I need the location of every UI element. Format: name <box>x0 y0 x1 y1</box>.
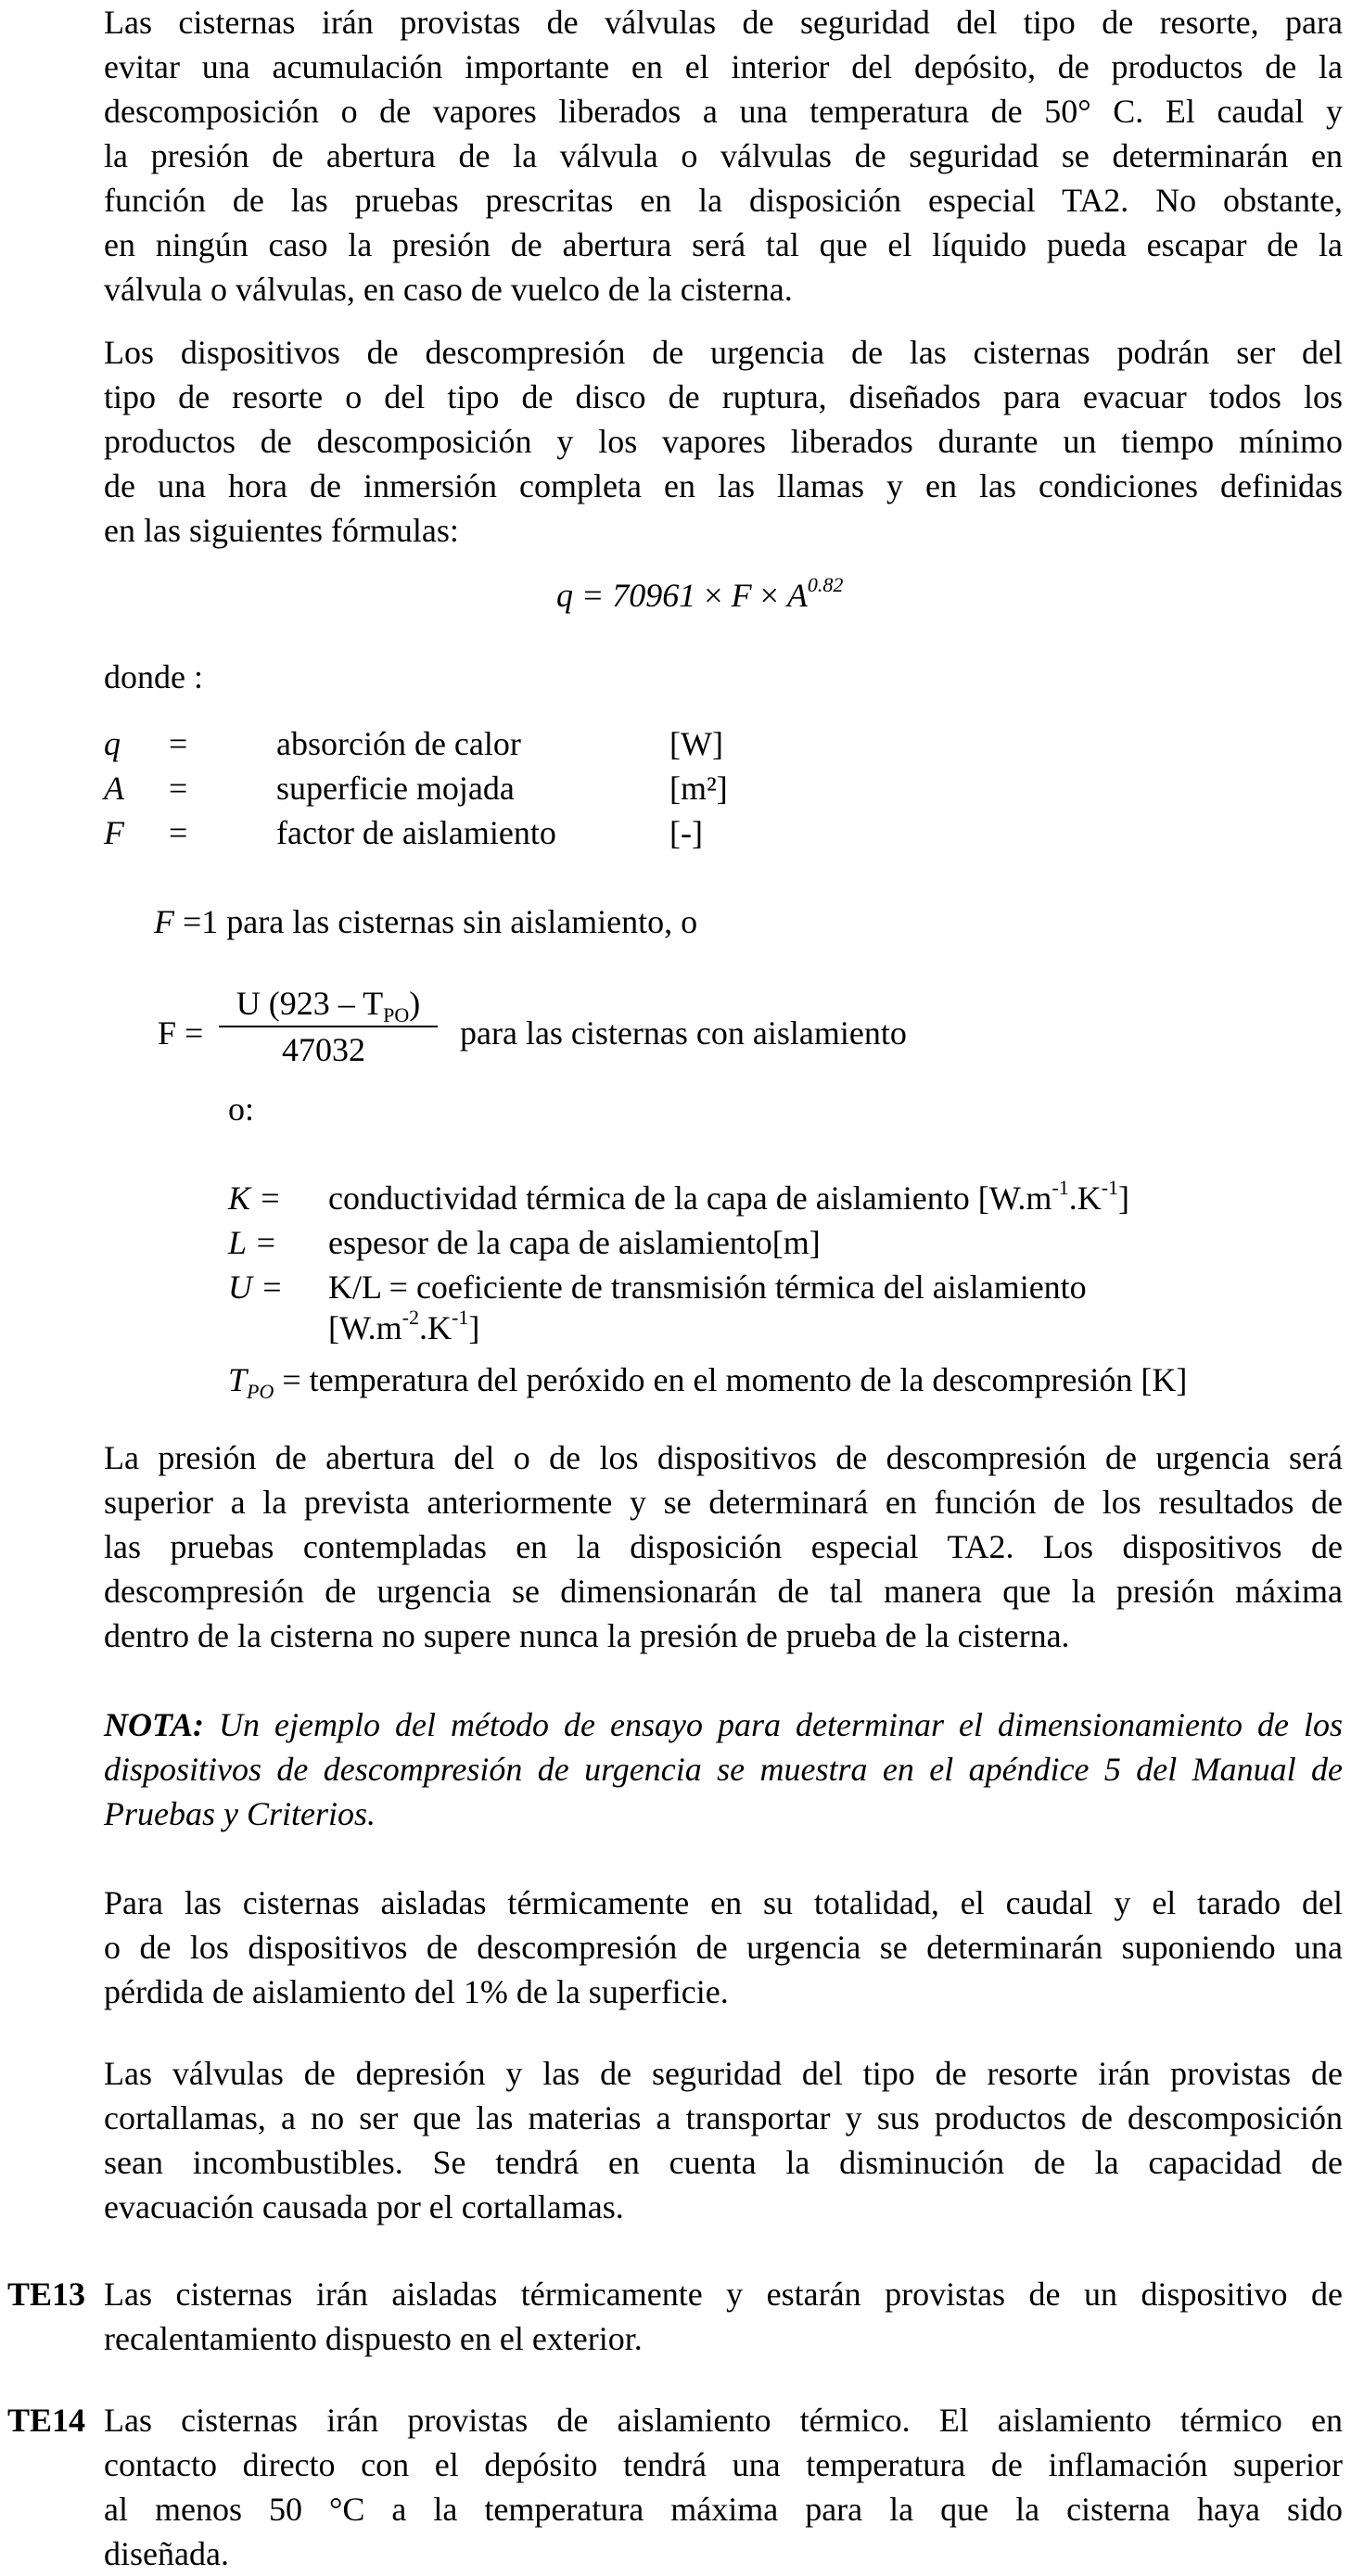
text-line: NOTA: Un ejemplo del método de ensayo para determinar el dimensionamiento de los <box>104 1706 1343 1743</box>
text-line: diseñada. <box>104 2535 229 2572</box>
text-line: Las cisternas irán aisladas térmicamente y estarán provistas de un dispositivo de <box>104 2276 1343 2313</box>
provision-label-te13: TE13 <box>7 2276 86 2313</box>
text-line: la presión de abertura de la válvula o válvulas de seguridad se determinarán en <box>104 137 1343 174</box>
text-line: descomposición o de vapores liberados a una temperatura de 50° C. El caudal y <box>104 93 1343 130</box>
donde-label: donde : <box>104 658 203 695</box>
text-line: Para las cisternas aisladas térmicamente en su totalidad, el caudal y el tarado del <box>104 1884 1343 1921</box>
text-line: dispositivos de descompresión de urgencia se muestra en el apéndice 5 del Manual de <box>104 1751 1343 1788</box>
insulation-factor-formula: F = U $(923 - T_{PO})$ 47032 para las cisternas con aislamiento <box>158 985 907 1068</box>
text-line: en ningún caso la presión de abertura será tal que el líquido pueda escapar de la <box>104 226 1343 263</box>
text-line: sean incombustibles. Se tendrá en cuenta la disminución de la capacidad de <box>104 2144 1343 2181</box>
paragraph-safety-valves <box>104 0 1343 312</box>
paragraph-emergency-relief <box>104 330 1343 553</box>
note-paragraph <box>104 1702 1343 1836</box>
text-line: cortallamas, a no ser que las materias a transportar y sus productos de descomposición <box>104 2099 1343 2136</box>
paragraph-fully-insulated <box>104 1881 1343 2014</box>
paragraph-flame-arresters <box>104 2051 1343 2229</box>
provision-te14-text <box>104 2398 1343 2576</box>
text-line: Los dispositivos de descompresión de urgencia de las cisternas podrán ser del <box>104 334 1343 371</box>
text-line: productos de descomposición y los vapores liberados durante un tiempo mínimo <box>104 423 1343 460</box>
text-line: o de los dispositivos de descompresión de urgencia se determinarán suponiendo una <box>104 1929 1343 1966</box>
text-line: Las cisternas irán provistas de válvulas de seguridad del tipo de resorte, para <box>104 4 1343 41</box>
text-line: superior a la prevista anteriormente y se determinará en función de los resultados de <box>104 1484 1343 1521</box>
text-line: La presión de abertura del o de los dispositivos de descompresión de urgencia será <box>104 1439 1343 1476</box>
text-line: válvula o válvulas, en caso de vuelco de la cisterna. <box>104 271 793 308</box>
note-label: NOTA: <box>104 1706 204 1743</box>
text-line: al menos 50 °C a la temperatura máxima para la que la cisterna haya sido <box>104 2491 1343 2528</box>
text-line: descompresión de urgencia se dimensionarán de tal manera que la presión máxima <box>104 1573 1343 1610</box>
text-line: evacuación causada por el cortallamas. <box>104 2188 624 2225</box>
text-line: recalentamiento dispuesto en el exterior. <box>104 2320 643 2357</box>
heat-absorption-formula: $q = 70961 \times F \times A^{0.82}$ <box>556 573 844 614</box>
o-label: o: <box>228 1090 255 1128</box>
text-line: dentro de la cisterna no supere nunca la presión de prueba de la cisterna. <box>104 1617 1070 1654</box>
text-line: Las cisternas irán provistas de aislamiento térmico. El aislamiento térmico en <box>104 2402 1343 2439</box>
document-page: Las cisternas irán provistas de válvulas de seguridad del tipo de resorte, para evitar una acumulación importante en el interior del depósito, de productos de la descomposición o de vapores liberados a una temperatura de 50° C. El caudal y la presión de abertura de la válvula o válvulas de seguridad se determinarán en función de las pruebas prescritas en la disposición especial TA2. No obstante, en ningún caso la presión de abertura será tal que el líquido pueda escapar de la válvula o válvulas, en caso de vuelco de la cisterna. Los dispositivos de descompresión de urgencia de las cisternas podrán ser del tipo de resorte o del tipo de disco de ruptura, diseñados para evacuar todos los productos de descomposición y los vapores liberados durante un tiempo mínimo de una hora de inmersión completa en las llamas y en las condiciones definidas en las siguientes fórmulas: $q = 70961 \times F \times A^{0.82}$ donde : q = absorción de calor [W] A = superficie mojada [m²] F = factor de aislamiento [-] F =1 para las cisternas sin aislamiento, o F = U $(923 - T_{PO})$ 47032 para las cisternas con aislamiento o: K = conductividad térmica de la capa de aislamiento $[W.m^{-1}.K^{-1}]$ L = espesor de la capa de aislamiento[m] U = K/L = coeficiente de transmisión térmica del aislamiento $[W.m^{-2}.K^{-1}]$ $T_{PO}$ = temperatura del peróxido en el momento de la descompresión [K] La presión de abertura del o de los dispositivos de descompresión de urgencia será superior a la prevista anteriormente y se determinará en función de los resultados de las pruebas contempladas en la disposición especial TA2. Los dispositivos de descompresión de urgencia se dimensionarán de tal manera que la presión máxima dentro de la cisterna no supere nunca la presión de prueba de la cisterna. NOTA: Un ejemplo del método de ensayo para determinar el dimensionamiento de los dispositivos de descompresión de urgencia se muestra en el apéndice 5 del Manual de Pruebas y Criterios. Para las cisternas aisladas térmicamente en su totalidad, el caudal y el tarado del o de los dispositivos de descompresión de urgencia se determinarán suponiendo una pérdida de aislamiento del 1% de la superficie. Las válvulas de depresión y las de seguridad del tipo de resorte irán provistas de cortallamas, a no ser que las materias a transportar y sus productos de descomposición sean incombustibles. Se tendrá en cuenta la disminución de la capacidad de evacuación causada por el cortallamas. TE13 Las cisternas irán aisladas térmicamente y estarán provistas de un dispositivo de recalentamiento dispuesto en el exterior. TE14 Las cisternas irán provistas de aislamiento térmico. El aislamiento térmico en contacto directo con el depósito tendrá una temperatura de inflamación superior al menos 50 °C a la temperatura máxima para la que la cisterna haya sido diseñada. <box>0 0 1351 2574</box>
text-line: Pruebas y Criterios. <box>104 1795 376 1832</box>
text-line: las pruebas contempladas en la disposición especial TA2. Los dispositivos de <box>104 1528 1343 1565</box>
paragraph-opening-pressure <box>104 1435 1343 1658</box>
provision-label-te14: TE14 <box>7 2402 86 2439</box>
text-line: de una hora de inmersión completa en las llamas y en las condiciones definidas <box>104 467 1343 504</box>
text-line: evitar una acumulación importante en el interior del depósito, de productos de la <box>104 48 1343 85</box>
text-line: función de las pruebas prescritas en la disposición especial TA2. No obstante, <box>104 182 1343 219</box>
provision-te13-text <box>104 2272 1343 2361</box>
text-line: tipo de resorte o del tipo de disco de ruptura, diseñados para evacuar todos los <box>104 378 1343 415</box>
text-line: pérdida de aislamiento del 1% de la superficie. <box>104 1973 729 2010</box>
text-line: Las válvulas de depresión y las de seguridad del tipo de resorte irán provistas de <box>104 2055 1343 2092</box>
f-uninsulated-line: F =1 para las cisternas sin aislamiento, o <box>154 903 698 940</box>
text-line: en las siguientes fórmulas: <box>104 512 459 549</box>
text-line: contacto directo con el depósito tendrá una temperatura de inflamación superior <box>104 2446 1343 2483</box>
